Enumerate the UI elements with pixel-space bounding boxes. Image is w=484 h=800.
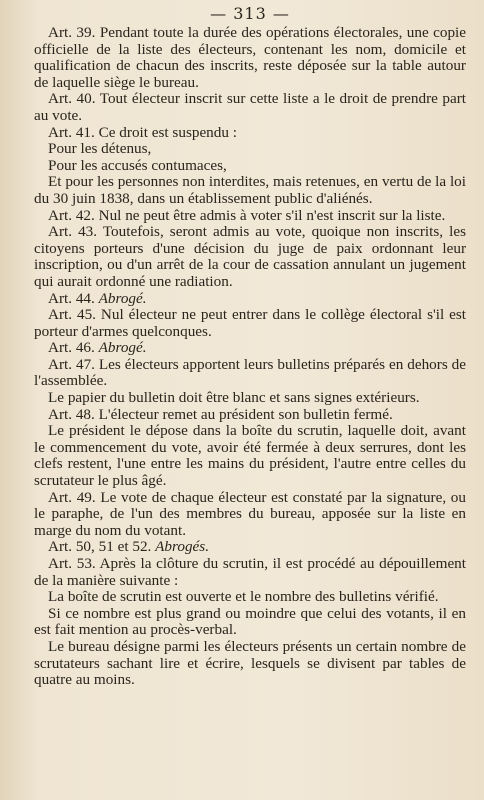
article-44: [34, 291, 466, 308]
article-46: [34, 340, 466, 357]
article-47: Art. 47. Les électeurs apportent leurs bulletins préparés en dehors de l'assemblée.: [34, 355, 466, 390]
article-50-52-label: Art. 50, 51 et 52.: [48, 538, 156, 556]
article-46-label: Art. 46.: [48, 339, 99, 357]
article-43: Art. 43. Toutefois, seront admis au vote, quoique non inscrits, les citoyens porteurs d'une décision du juge de paix ordonnant leur inscription, ou d'un arrêt de la cour de cassation annulant un jugement qui aurait ordonné une radiation.: [34, 223, 466, 290]
article-53-scrutateurs: Le bureau désigne parmi les électeurs présents un certain nombre de scrutateurs sachant lire et écrire, lesquels se divisent par tables de quatre au moins.: [34, 637, 466, 689]
article-39: Art. 39. Pendant toute la durée des opérations électorales, une copie officielle de la liste des électeurs, contenant les nom, domicile et qualification de chacun des inscrits, reste déposée sur la table autour de laquelle siège le bureau.: [34, 24, 466, 91]
article-41: Art. 41. Ce droit est suspendu :: [48, 123, 237, 141]
article-50-52-abroge: Abrogés.: [155, 538, 210, 556]
article-45: Art. 45. Nul électeur ne peut entrer dans le collège électoral s'il est porteur d'armes quelconques.: [34, 306, 466, 340]
document-body: [34, 25, 466, 689]
article-53: Art. 53. Après la clôture du scrutin, il est procédé au dépouillement de la manière suivante :: [34, 555, 466, 589]
article-53-nombre: Si ce nombre est plus grand ou moindre que celui des votants, il en est fait mention au procès-verbal.: [34, 604, 466, 639]
article-44-abroge: Abrogé.: [98, 289, 147, 307]
article-49: Art. 49. Le vote de chaque électeur est constaté par la signature, ou le paraphe, de l'un des membres du bureau, apposée sur la liste en marge du nom du votant.: [34, 488, 466, 539]
article-41-item-contumaces: Pour les accusés contumaces,: [48, 156, 227, 174]
article-42: Art. 42. Nul ne peut être admis à voter s'il n'est inscrit sur la liste.: [48, 206, 446, 224]
article-48-president: Le président le dépose dans la boîte du scrutin, laquelle doit, avant le commencement du vote, avoir été fermée à deux serrures, dont les clefs restent, l'une entre les mains du président, l'autre entre celles du scrutateur le plus âgé.: [34, 422, 466, 490]
article-53-boite: La boîte de scrutin est ouverte et le nombre des bulletins vérifié.: [48, 588, 439, 606]
article-47-bulletin: Le papier du bulletin doit être blanc et sans signes extérieurs.: [48, 389, 420, 407]
article-40: Art. 40. Tout électeur inscrit sur cette liste a le droit de prendre part au vote.: [34, 90, 466, 124]
article-41-item-detenus: Pour les détenus,: [48, 140, 152, 158]
article-41-item-alienes: Et pour les personnes non interdites, mais retenues, en vertu de la loi du 30 juin 1838, dans un établissement public d'aliénés.: [34, 173, 466, 207]
article-44-label: Art. 44.: [48, 289, 99, 307]
article-48: Art. 48. L'électeur remet au président son bulletin fermé.: [48, 405, 393, 423]
article-46-abroge: Abrogé.: [98, 339, 147, 357]
article-50-52: [34, 539, 466, 556]
page-number: — 313 —: [210, 4, 290, 23]
